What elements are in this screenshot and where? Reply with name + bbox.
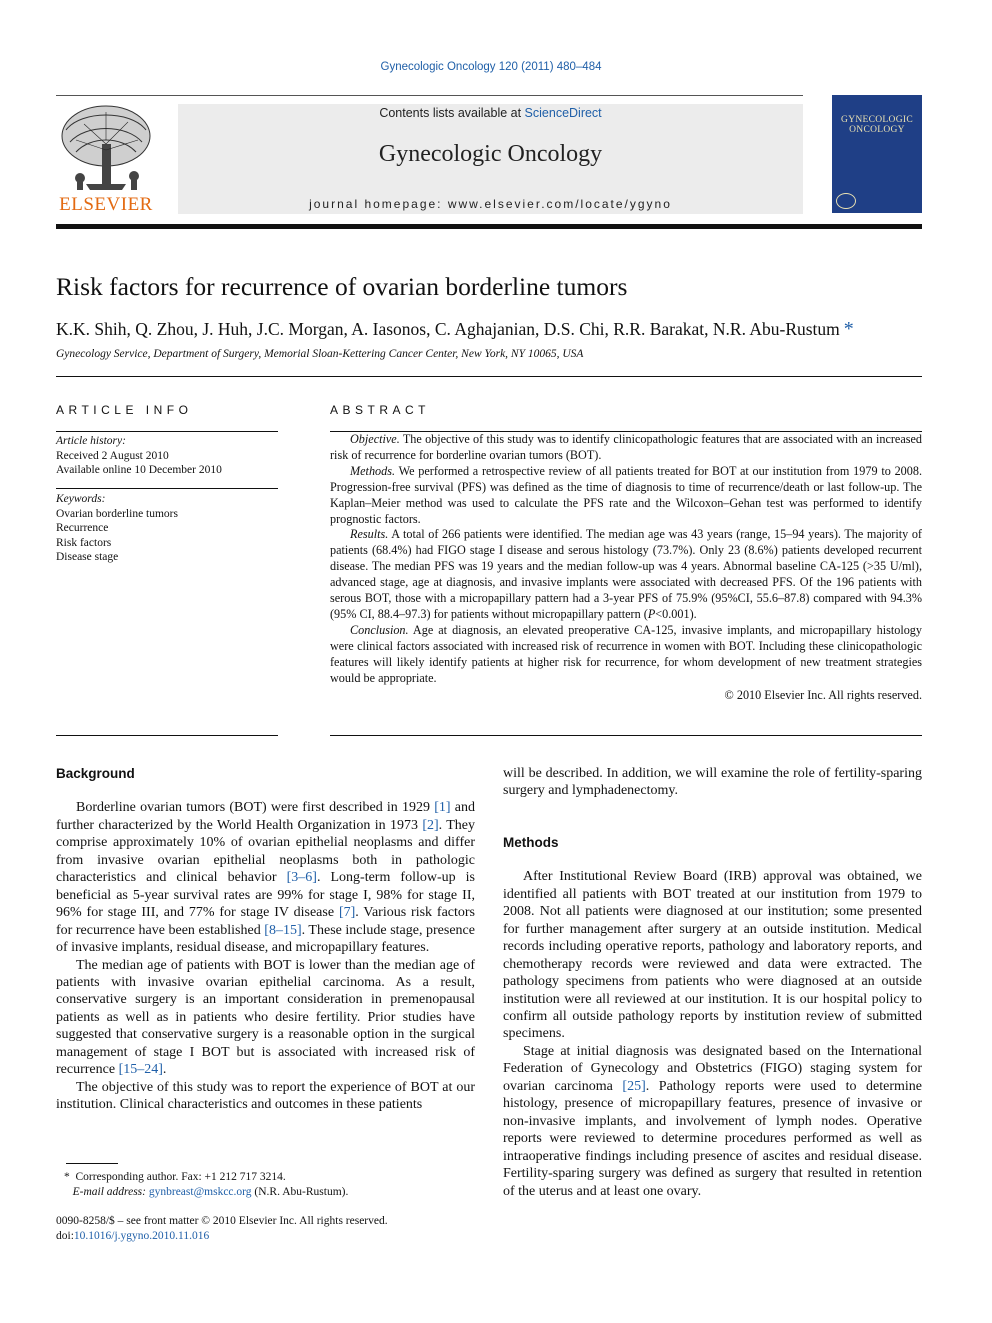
article-info-rule [56, 735, 278, 736]
cover-title-line1: GYNECOLOGIC [841, 115, 913, 125]
text-run: Borderline ovarian tumors (BOT) were first described in 1929 [76, 800, 435, 816]
article-info-heading: ARTICLE INFO [56, 403, 193, 417]
article-history [56, 434, 278, 478]
results-label: Results. [350, 527, 389, 542]
abstract-objective [330, 432, 922, 464]
paragraph [56, 799, 475, 956]
email-link[interactable]: gynbreast@mskcc.org [148, 1186, 252, 1198]
abstract-copyright: © 2010 Elsevier Inc. All rights reserved. [724, 687, 922, 702]
doi-label: doi: [56, 1230, 74, 1242]
text-run: . They comprise approximately 10% of ovarian epithelial neoplasms and differ from invasive ovarian epithelial neoplasms both in pathologic characteristics and clinical behavior [56, 817, 475, 886]
citation-link[interactable]: [1] [434, 800, 451, 816]
paragraph: After Institutional Review Board (IRB) approval was obtained, we identified all patients with BOT treated at our institution from 1979 to 2008. Not all patients were diagnosed at our institution; some presented for further management after surgery at an outside institution. Medical records including operative reports, pathology and laboratory reports, and chemotherapy records were reviewed and data were extracted. The pathology specimens from patients who were diagnosed at an outside institution were all reviewed at our institution. It is our hospital policy to confirm all outside pathology reports by institution review of submitted specimens. [503, 869, 922, 1042]
citation-link[interactable]: [8–15] [264, 922, 302, 938]
text-run: . Pathology reports were used to determine histology, presence of micropapillary features, presence of invasive or non-invasive implants, and involvement of lymph nodes. Operative reports were reviewed to determine procedures performed as well as intraoperative findings including presence of ascites and residual disease. Fertility-sparing surgery was defined as surgery that resulted in retention of the uterus and at least one ovary. [503, 1078, 922, 1199]
issn-line: 0090-8258/$ – see front matter © 2010 Elsevier Inc. All rights reserved. [56, 1215, 388, 1227]
objective-label: Objective. [350, 432, 400, 446]
citation-link[interactable]: [2] [422, 817, 439, 833]
received-date: Received 2 August 2010 [56, 449, 169, 462]
abstract-methods [330, 464, 922, 528]
abstract-rule [330, 735, 922, 736]
text-run: . Long-term follow-up is beneficial as 5-year survival rates are 99% for stage I, 98% for stage II, 96% for stage III, and 77% for stage IV disease [56, 870, 475, 921]
journal-homepage[interactable]: journal homepage: www.elsevier.com/locate/ygyno [309, 197, 672, 211]
front-matter [56, 1214, 476, 1244]
paragraph-continued: will be described. In addition, we will examine the role of fertility-sparing surgery and lymphadenectomy. [503, 766, 922, 799]
authors-text: K.K. Shih, Q. Zhou, J. Huh, J.C. Morgan, A. Iasonos, C. Aghajanian, D.S. Chi, R.R. Barakat, N.R. Abu-Rustum [56, 319, 840, 339]
cover-badge-icon [836, 193, 856, 209]
keyword-item: Ovarian borderline tumors [56, 507, 178, 520]
keyword-item: Disease stage [56, 551, 119, 564]
citation-link[interactable]: [3–6] [286, 870, 317, 886]
results-text-end: <0.001). [655, 606, 697, 621]
results-text: A total of 266 patients were identified. The median age was 43 years (range, 15–94 years). The majority of patients (68.4%) had FIGO stage I disease and serous histology (73.7%). Only 23 (8.6%) patients developed recurrent disease. The median PFS was 19 years and the median follow-up was 4 years. Abnormal baseline CA-125 (>35 U/ml), advanced stage, age at diagnosis, and invasive implants were associated with decreased PFS. Of the 196 patients with serous BOT, those with a micropapillary pattern had a 3-year PFS of 75.9% (95%CI, 55.6–87.8) compared with 94.3% (95% CI, 88.4–97.3) for patients without micropapillary pattern ( [330, 527, 922, 621]
header-rule [56, 95, 803, 96]
abstract-conclusion [330, 623, 922, 687]
footnote-fax: Corresponding author. Fax: +1 212 717 3214. [75, 1171, 286, 1183]
corresponding-footnote [56, 1170, 476, 1200]
footnote-rule [66, 1163, 118, 1164]
author-list [56, 318, 854, 341]
paragraph [56, 957, 475, 1079]
corresponding-author-link[interactable]: * [843, 318, 854, 340]
footnote-email [56, 1185, 476, 1200]
p-value-symbol: P [647, 606, 656, 621]
contents-prefix: Contents lists available at [379, 106, 525, 120]
elsevier-logo[interactable] [56, 100, 156, 216]
footnote-star: * [64, 1171, 70, 1183]
text-run: and further characterized by the World Health Organization in 1973 [56, 800, 475, 833]
footnote-corresponding [56, 1170, 476, 1185]
doi-link[interactable]: 10.1016/j.ygyno.2010.11.016 [73, 1230, 210, 1242]
text-run: The median age of patients with BOT is lower than the median age of patients with invasive ovarian epithelial carcinoma. As a result, conservative surgery is an important consideration in premenopausal patients as well as in patients who desire fertility. Prior studies have suggested that conservative surgery is a reasonable option in the surgical management of stage I BOT but is associated with increased risk of recurrence [56, 957, 475, 1078]
body-column-right [503, 765, 922, 1200]
article-info-rule [56, 488, 278, 489]
citation-link[interactable]: [7] [338, 905, 356, 921]
article-title: Risk factors for recurrence of ovarian borderline tumors [56, 272, 628, 301]
keyword-item: Risk factors [56, 536, 112, 549]
citation-link[interactable]: [15–24] [118, 1062, 163, 1078]
section-heading-background: Background [56, 766, 135, 781]
abstract-body [330, 432, 922, 703]
methods-label: Methods. [350, 463, 396, 478]
keywords-label: Keywords: [56, 493, 106, 505]
email-label: E-mail address: [72, 1186, 146, 1198]
cover-title-line2: ONCOLOGY [849, 125, 905, 135]
available-date: Available online 10 December 2010 [56, 464, 222, 477]
article-info-rule [56, 431, 278, 432]
elsevier-wordmark: ELSEVIER [59, 194, 153, 215]
header-thick-rule [56, 224, 922, 229]
history-label: Article history: [56, 435, 126, 447]
journal-title: Gynecologic Oncology [378, 141, 603, 167]
section-heading-methods: Methods [503, 834, 559, 850]
sciencedirect-link[interactable]: ScienceDirect [524, 106, 602, 120]
text-run: . Various risk factors for recurrence have been established [56, 905, 476, 938]
journal-cover-thumbnail[interactable] [832, 95, 922, 213]
objective-text: The objective of this study was to identify clinicopathologic features that are associated with an increased risk of recurrence for borderline ovarian tumors (BOT). [330, 432, 922, 462]
paragraph: The objective of this study was to report the experience of BOT at our institution. Clinical characteristics and outcomes in these patients [56, 1079, 475, 1113]
keywords [56, 492, 278, 565]
methods-text: We performed a retrospective review of all patients treated for BOT at our institution from 1979 to 2008. Progression-free survival (PFS) was defined as the time of diagnosis to time of recurrence/death or last follow-up. The Kaplan–Meier method was used to calculate the PFS rate and the Wilcoxon–Gehan test was performed to identify prognostic factors. [330, 463, 922, 526]
cover-title [832, 115, 922, 135]
abstract-results [330, 527, 922, 622]
conclusion-text: Age at diagnosis, an elevated preoperative CA-125, invasive implants, and micropapillary histology were clinical factors associated with increased risk of recurrence in women with BOT. Including these clinicopathologic features will likely identify patients at higher risk for recurrence, for whom development of new treatment strategies would be appropriate. [330, 622, 922, 685]
contents-line [178, 106, 803, 120]
elsevier-tree-icon [56, 100, 156, 196]
keyword-item: Recurrence [56, 522, 109, 535]
email-suffix: (N.R. Abu-Rustum). [251, 1186, 349, 1198]
affiliation: Gynecology Service, Department of Surgery, Memorial Sloan-Kettering Cancer Center, New York, NY 10065, USA [56, 348, 584, 360]
title-rule [56, 376, 922, 377]
text-run: . [162, 1062, 167, 1078]
text-run: Stage at initial diagnosis was designated based on the International Federation of Gynecology and Obstetrics (FIGO) staging system for ovarian carcinoma [503, 1043, 922, 1094]
text-run: . These include stage, presence of invasive implants, residual disease, and micropapillary features. [56, 922, 475, 956]
body-column-left [56, 765, 475, 1114]
journal-citation[interactable]: Gynecologic Oncology 120 (2011) 480–484 [380, 61, 602, 73]
doi-line [56, 1229, 476, 1244]
paragraph [503, 1043, 922, 1200]
citation-link[interactable]: [25] [622, 1078, 646, 1094]
abstract-heading: ABSTRACT [330, 403, 431, 417]
conclusion-label: Conclusion. [350, 622, 409, 637]
